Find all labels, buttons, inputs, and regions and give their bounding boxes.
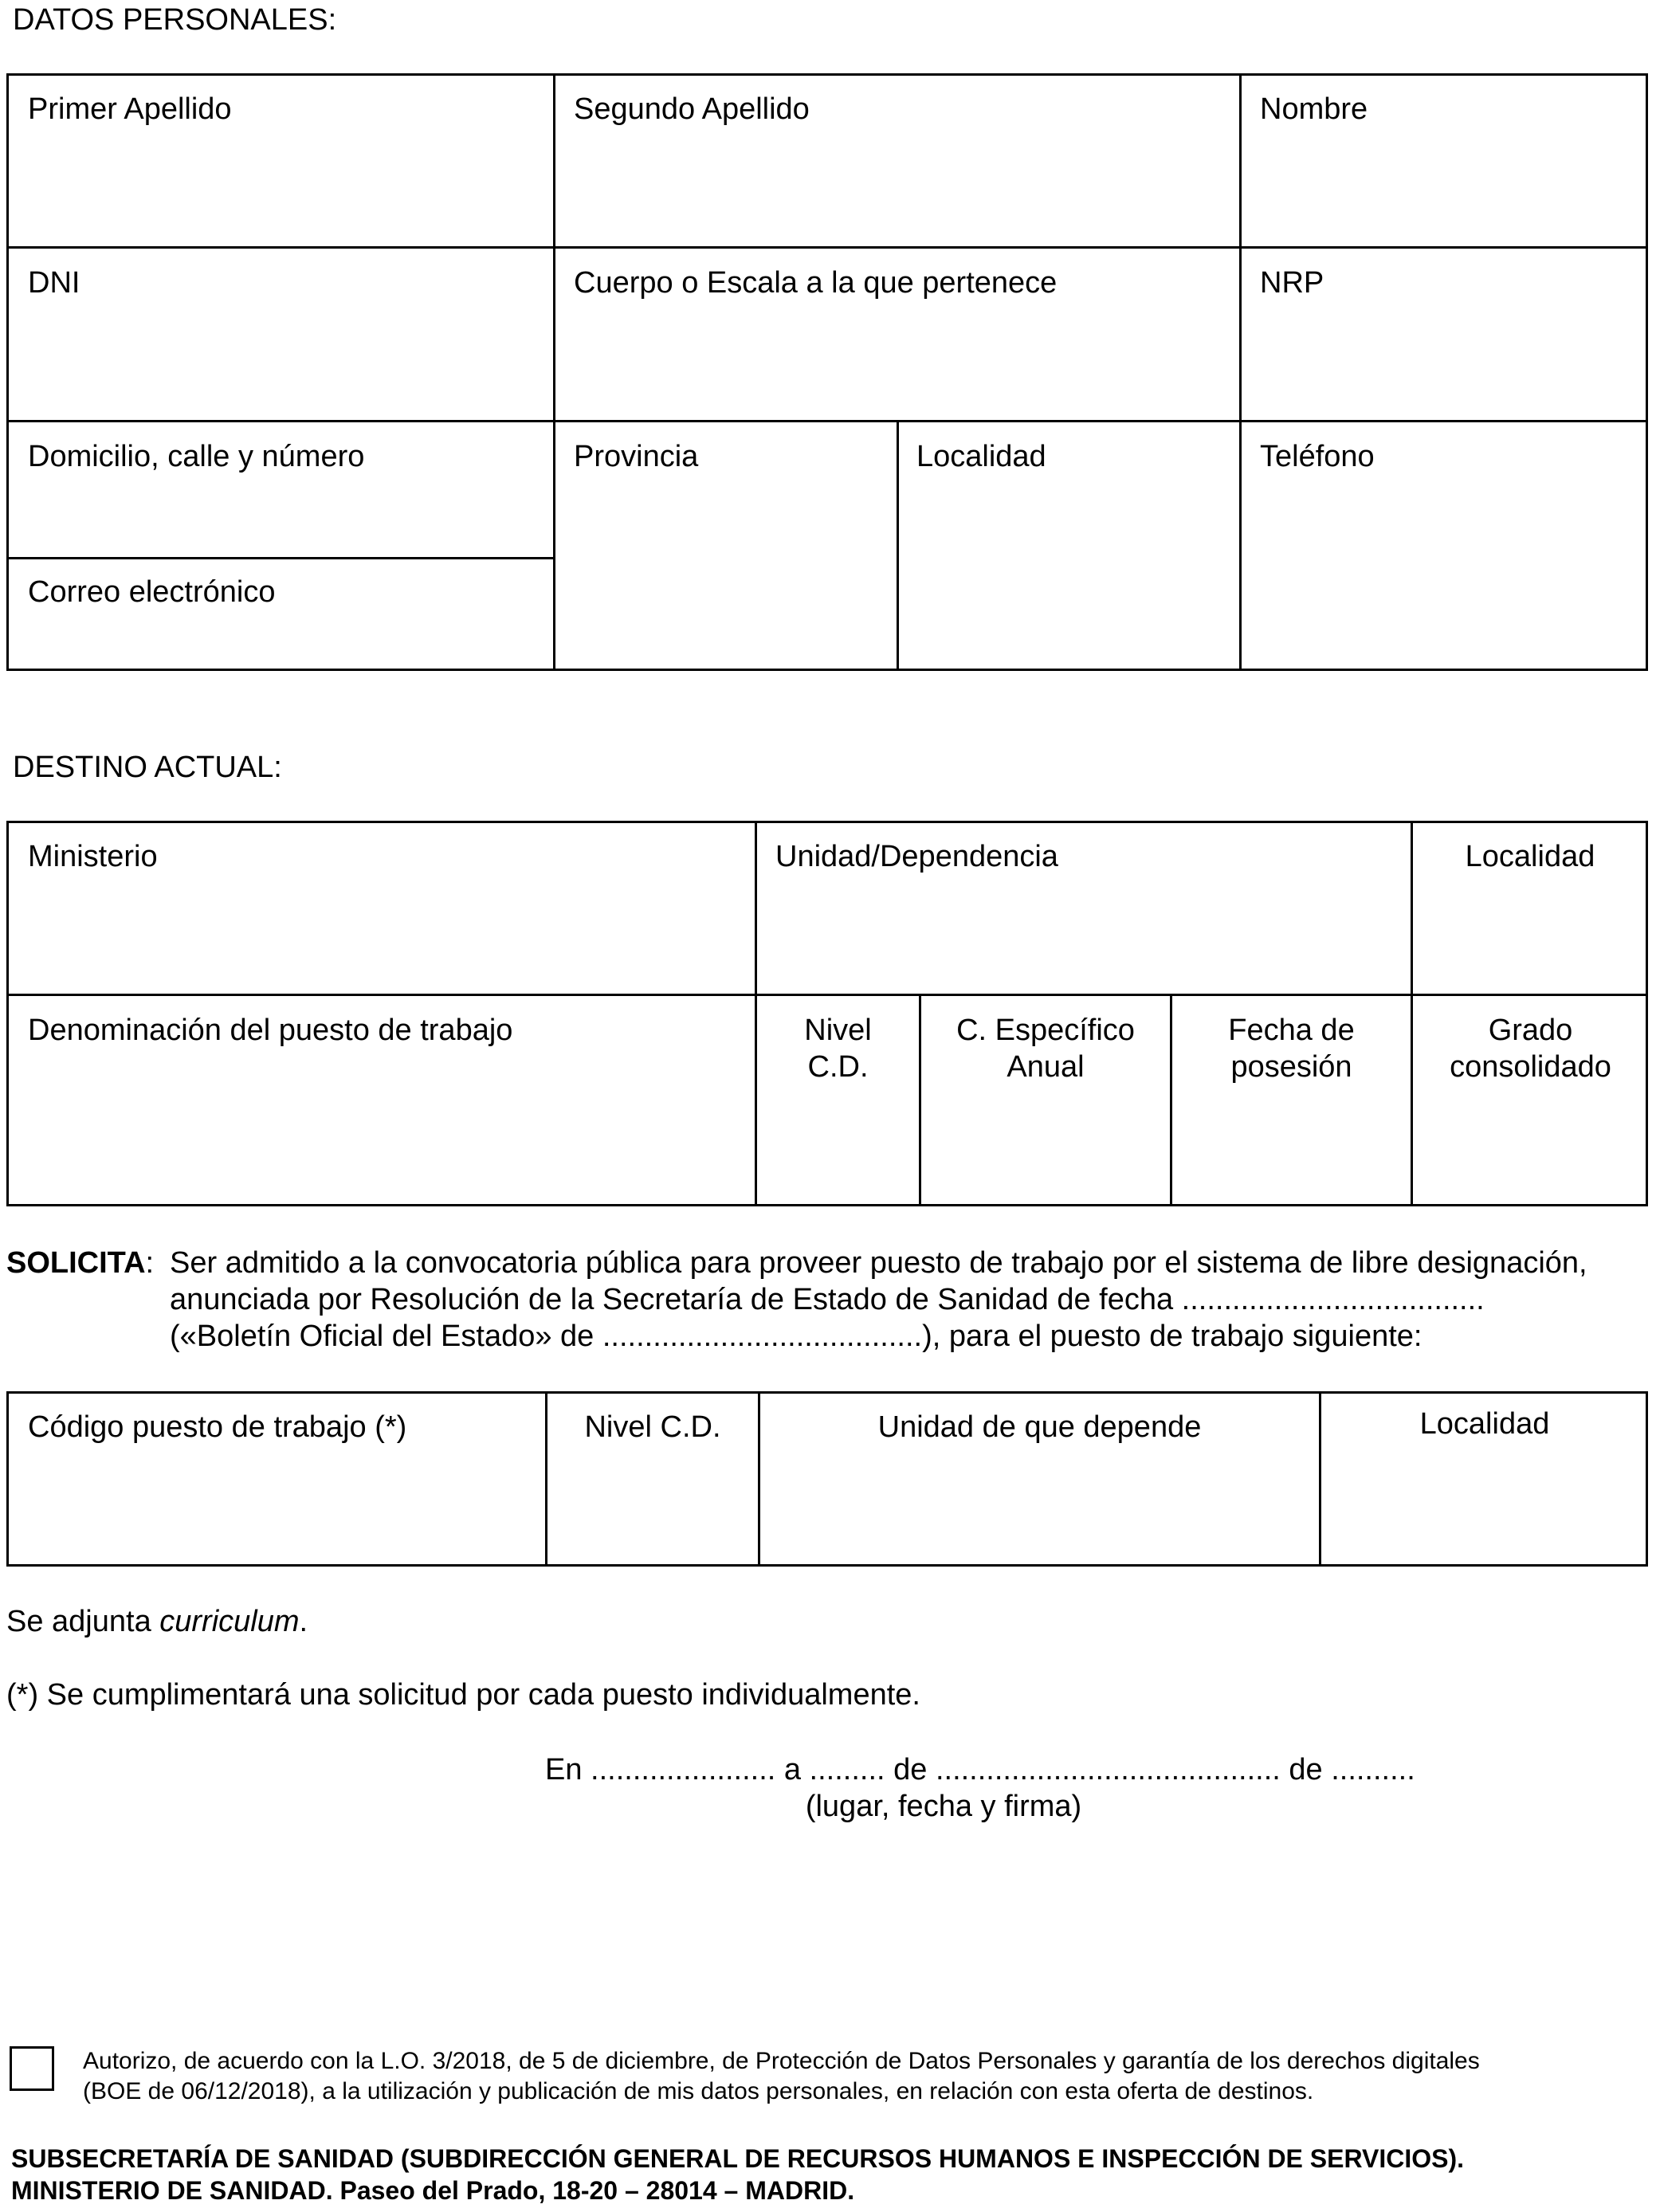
label-fecha-posesion-2: posesión [1230, 1050, 1352, 1084]
solicita-label: SOLICITA: [6, 1246, 155, 1280]
destino-section-title: DESTINO ACTUAL: [13, 751, 282, 784]
label-provincia: Provincia [574, 440, 699, 473]
label-telefono: Teléfono [1260, 440, 1375, 473]
label-correo: Correo electrónico [28, 575, 276, 609]
solicita-line-2: anunciada por Resolución de la Secretaría de Estado de Sanidad de fecha .................................... [170, 1283, 1485, 1316]
consent-checkbox[interactable] [10, 2046, 54, 2091]
label-codigo-puesto: Código puesto de trabajo (*) [28, 1410, 407, 1444]
signature-line: En ...................... a ......... de ......................................... de .......... [545, 1753, 1415, 1786]
label-puesto-nivel-cd: Nivel C.D. [584, 1410, 721, 1444]
label-unidad-dependencia: Unidad/Dependencia [775, 840, 1058, 873]
label-especifico-1: C. Específico [956, 1014, 1135, 1047]
note-solicitud-individual: (*) Se cumplimentará una solicitud por cada puesto individualmente. [6, 1678, 920, 1712]
signature-caption: (lugar, fecha y firma) [805, 1790, 1082, 1823]
label-puesto-localidad: Localidad [1419, 1407, 1550, 1441]
label-nombre: Nombre [1260, 92, 1368, 126]
label-unidad-depende: Unidad de que depende [877, 1410, 1202, 1444]
label-denominacion: Denominación del puesto de trabajo [28, 1014, 513, 1047]
label-fecha-posesion-1: Fecha de [1228, 1014, 1355, 1047]
label-cuerpo-escala: Cuerpo o Escala a la que pertenece [574, 266, 1058, 300]
label-dni: DNI [28, 266, 80, 300]
label-segundo-apellido: Segundo Apellido [574, 92, 810, 126]
label-localidad: Localidad [916, 440, 1046, 473]
consent-text-line-2: (BOE de 06/12/2018), a la utilización y publicación de mis datos personales, en relación con esta oferta de destinos. [83, 2078, 1314, 2104]
label-grado-2: consolidado [1450, 1050, 1611, 1084]
solicita-line-3: («Boletín Oficial del Estado» de ......................................), para el puesto de trabajo siguiente: [170, 1320, 1423, 1353]
label-ministerio: Ministerio [28, 840, 158, 873]
label-especifico-2: Anual [1007, 1050, 1085, 1084]
note-adjunta-curriculum: Se adjunta curriculum. [6, 1605, 308, 1638]
label-grado-1: Grado [1488, 1014, 1573, 1047]
solicita-line-1: Ser admitido a la convocatoria pública para proveer puesto de trabajo por el sistema de libre designación, [170, 1246, 1587, 1280]
personal-section-title: DATOS PERSONALES: [13, 3, 337, 37]
footer-line-2: MINISTERIO DE SANIDAD. Paseo del Prado, 18-20 – 28014 – MADRID. [11, 2176, 855, 2205]
label-destino-localidad: Localidad [1465, 840, 1595, 873]
footer-line-1: SUBSECRETARÍA DE SANIDAD (SUBDIRECCIÓN GENERAL DE RECURSOS HUMANOS E INSPECCIÓN DE SERVICIOS). [11, 2144, 1465, 2173]
label-nivel-cd-1: Nivel [804, 1014, 872, 1047]
label-primer-apellido: Primer Apellido [28, 92, 232, 126]
label-domicilio: Domicilio, calle y número [28, 440, 365, 473]
consent-text-line-1: Autorizo, de acuerdo con la L.O. 3/2018, de 5 de diciembre, de Protección de Datos Personales y garantía de los derechos digitales [83, 2048, 1480, 2074]
label-nrp: NRP [1260, 266, 1324, 300]
label-nivel-cd-2: C.D. [807, 1050, 869, 1084]
